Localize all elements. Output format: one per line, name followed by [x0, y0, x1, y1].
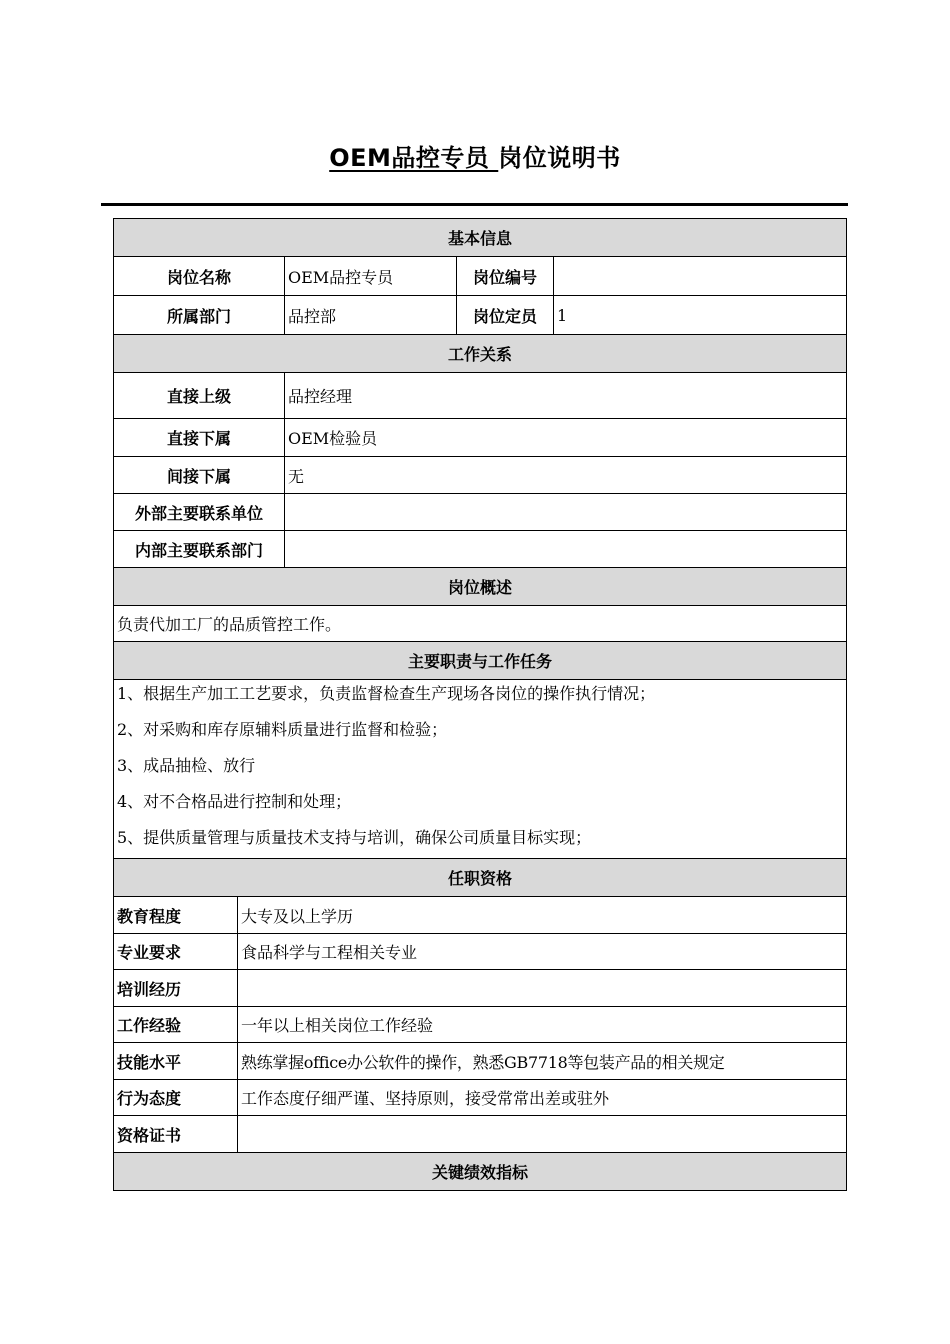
document-title: [0, 138, 950, 173]
qualification-value: 工作态度仔细严谨、坚持原则，接受常常出差或驻外: [238, 1080, 847, 1116]
headcount-value: 1: [554, 296, 847, 335]
qualification-value: 一年以上相关岗位工作经验: [238, 1007, 847, 1043]
qualification-label: 专业要求: [114, 934, 238, 970]
qualification-label: 教育程度: [114, 897, 238, 934]
position-code-value: [554, 257, 847, 296]
department-value: 品控部: [285, 296, 457, 335]
relation-value: [285, 531, 847, 568]
relation-value: OEM检验员: [285, 419, 847, 457]
title-divider: [101, 203, 848, 206]
qualification-label: 工作经验: [114, 1007, 238, 1043]
position-name-label: 岗位名称: [114, 257, 285, 296]
section-qualifications: 任职资格: [114, 859, 847, 897]
duty-item: 3、成品抽检、放行: [117, 756, 256, 775]
relation-label: 内部主要联系部门: [114, 531, 285, 568]
duty-item: 5、提供质量管理与质量技术支持与培训，确保公司质量目标实现；: [117, 828, 592, 847]
job-description-table: [113, 218, 847, 1191]
relation-label: 外部主要联系单位: [114, 494, 285, 531]
duty-item: 4、对不合格品进行控制和处理；: [117, 792, 352, 811]
duty-item: 2、对采购和库存原辅料质量进行监督和检验；: [117, 720, 448, 739]
qualification-label: 行为态度: [114, 1080, 238, 1116]
department-label: 所属部门: [114, 296, 285, 335]
title-position-name: OEM品控专员: [329, 144, 499, 172]
position-name-value: OEM品控专员: [285, 257, 457, 296]
relation-label: 直接下属: [114, 419, 285, 457]
section-work-relations: 工作关系: [114, 335, 847, 373]
duty-item: 1、根据生产加工工艺要求，负责监督检查生产现场各岗位的操作执行情况；: [117, 684, 656, 703]
relation-label: 间接下属: [114, 457, 285, 494]
qualification-label: 培训经历: [114, 970, 238, 1007]
qualification-value: [238, 1116, 847, 1153]
relation-label: 直接上级: [114, 373, 285, 419]
qualification-value: 熟练掌握office办公软件的操作，熟悉GB7718等包装产品的相关规定: [238, 1043, 847, 1080]
relation-value: [285, 494, 847, 531]
qualification-value: [238, 970, 847, 1007]
qualification-value: 食品科学与工程相关专业: [238, 934, 847, 970]
position-code-label: 岗位编号: [457, 257, 554, 296]
headcount-label: 岗位定员: [457, 296, 554, 335]
duties-list: [114, 680, 847, 859]
qualification-value: 大专及以上学历: [238, 897, 847, 934]
qualification-label: 资格证书: [114, 1116, 238, 1153]
section-basic-info: 基本信息: [114, 219, 847, 257]
overview-text: 负责代加工厂的品质管控工作。: [114, 606, 847, 642]
section-duties: 主要职责与工作任务: [114, 642, 847, 680]
relation-value: 无: [285, 457, 847, 494]
section-kpi: 关键绩效指标: [114, 1153, 847, 1191]
section-overview: 岗位概述: [114, 568, 847, 606]
title-suffix: 岗位说明书: [498, 144, 621, 172]
qualification-label: 技能水平: [114, 1043, 238, 1080]
relation-value: 品控经理: [285, 373, 847, 419]
